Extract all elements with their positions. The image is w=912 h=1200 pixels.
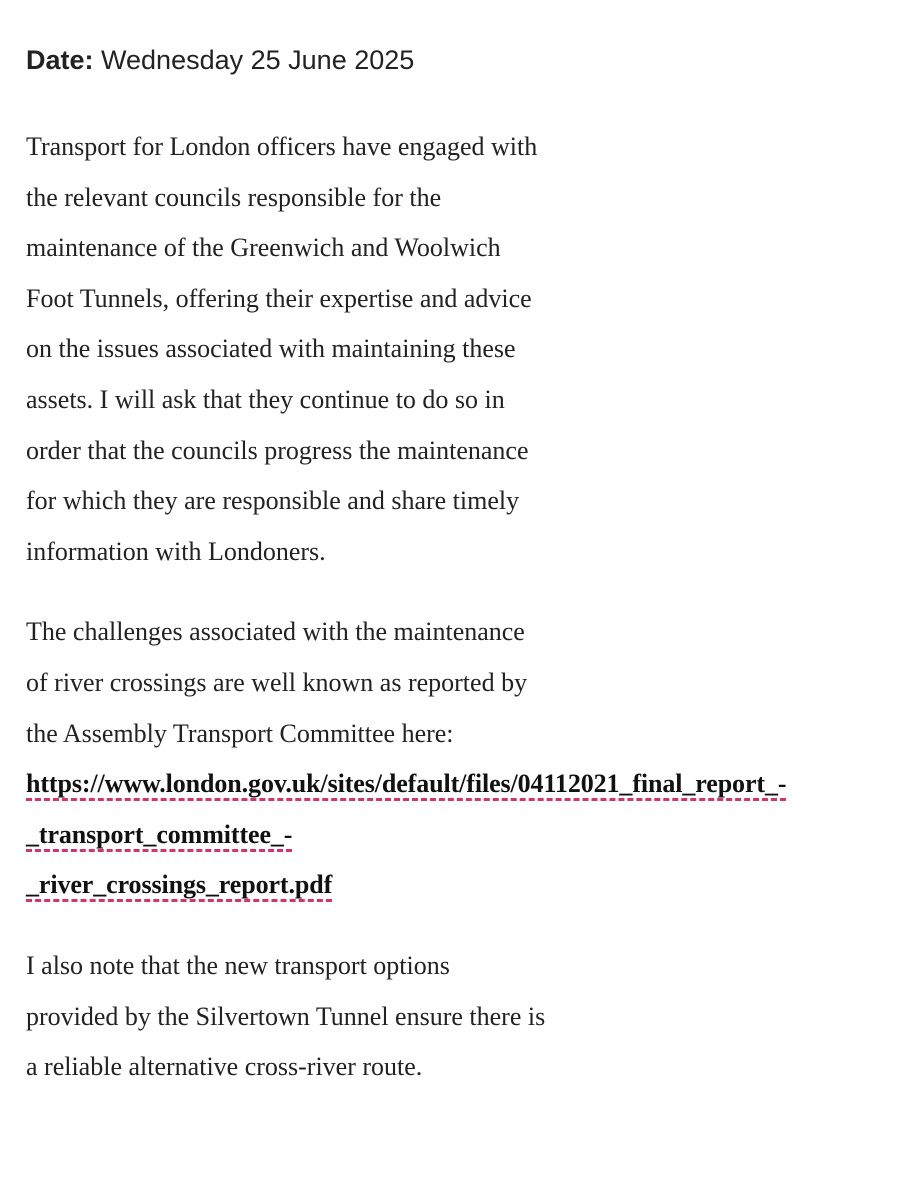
report-link-line-3[interactable]: _river_crossings_report.pdf bbox=[26, 870, 333, 900]
report-link-line-1[interactable]: https://www.london.gov.uk/sites/default/files/04112021_final_report_- bbox=[26, 769, 787, 799]
paragraph-line: Foot Tunnels, offering their expertise and advice bbox=[26, 283, 532, 313]
document-body bbox=[26, 40, 906, 1093]
paragraph-line: I also note that the new transport options bbox=[26, 950, 450, 980]
report-link-line-2[interactable]: _transport_committee_- bbox=[26, 819, 293, 849]
paragraph-line: information with Londoners. bbox=[26, 536, 326, 566]
paragraph-river-crossings bbox=[26, 607, 787, 911]
date-label: Date: bbox=[26, 45, 94, 75]
paragraph-line: assets. I will ask that they continue to do so in bbox=[26, 384, 505, 414]
paragraph-silvertown-tunnel bbox=[26, 941, 666, 1093]
paragraph-line: maintenance of the Greenwich and Woolwich bbox=[26, 233, 501, 263]
paragraph-line: of river crossings are well known as reported by bbox=[26, 667, 528, 697]
paragraph-line: order that the councils progress the maintenance bbox=[26, 435, 529, 465]
paragraph-line: for which they are responsible and share timely bbox=[26, 486, 520, 516]
date-line bbox=[26, 40, 906, 80]
paragraph-line: the Assembly Transport Committee here: bbox=[26, 718, 454, 748]
paragraph-line: provided by the Silvertown Tunnel ensure there is bbox=[26, 1001, 546, 1031]
paragraph-line: the relevant councils responsible for the bbox=[26, 182, 442, 212]
paragraph-line: Transport for London officers have engaged with bbox=[26, 132, 538, 161]
date-value: Wednesday 25 June 2025 bbox=[101, 45, 415, 75]
paragraph-tfl-engagement bbox=[26, 122, 666, 577]
paragraph-line: The challenges associated with the maintenance bbox=[26, 617, 525, 647]
paragraph-line: a reliable alternative cross-river route. bbox=[26, 1052, 423, 1082]
paragraph-line: on the issues associated with maintaining these bbox=[26, 334, 516, 364]
